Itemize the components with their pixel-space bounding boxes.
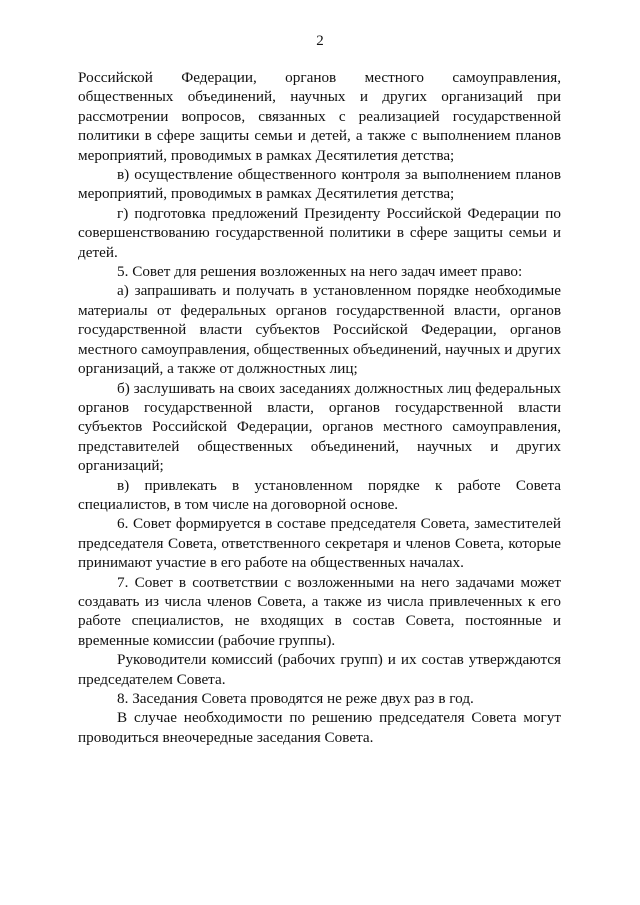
paragraph-commission-heads: Руководители комиссий (рабочих групп) и их состав утверждаются председателем Совета.: [78, 651, 561, 688]
paragraph-item-v-involve-specialists: в) привлекать в установленном порядке к работе Совета специалистов, в том числе на договорной основе.: [78, 476, 561, 513]
paragraph-item-b-hear-officials: б) заслушивать на своих заседаниях должностных лиц федеральных органов государственной власти, органов государственной власти субъектов Российской Федерации, органов местного самоуправления, представителей общественных объединений, научных и других организаций;: [78, 379, 561, 475]
paragraph-clause-8: 8. Заседания Совета проводятся не реже двух раз в год.: [117, 690, 474, 707]
paragraph-clause-7: 7. Совет в соответствии с возложенными на него задачами может создавать из числа членов Совета, а также из числа привлеченных к его работе специалистов, не входящих в состав Совета, постоянные и временные комиссии (рабочие группы).: [78, 573, 561, 649]
page-number: 2: [316, 33, 324, 49]
paragraph-clause-5: 5. Совет для решения возложенных на него задач имеет право:: [117, 263, 523, 281]
paragraph-extraordinary-meetings: В случае необходимости по решению председателя Совета могут проводиться внеочередные заседания Совета.: [78, 709, 561, 746]
paragraph-item-a-request-materials: а) запрашивать и получать в установленном порядке необходимые материалы от федеральных органов государственной власти, органов государственной власти субъектов Российской Федерации, органов местного самоуправления, общественных объединений, научных и других организаций, а также от должностных лиц;: [78, 282, 561, 378]
paragraph-clause-6: 6. Совет формируется в составе председателя Совета, заместителей председателя Совета, ответственного секретаря и членов Совета, которые принимают участие в его работе на общественных началах.: [78, 515, 561, 572]
paragraph-continuation: Российской Федерации, органов местного самоуправления, общественных объединений, научных и других организаций при рассмотрении вопросов, связанных с реализацией государственной политики в сфере защиты семьи и детей, а также с выполнением планов мероприятий, проводимых в рамках Десятилетия детства;: [78, 69, 561, 164]
paragraph-item-v-public-control: в) осуществление общественного контроля за выполнением планов мероприятий, проводимых в рамках Десятилетия детства;: [78, 166, 561, 203]
document-body: [78, 68, 561, 747]
paragraph-item-g-proposals: г) подготовка предложений Президенту Российской Федерации по совершенствованию государственной политики в сфере защиты семьи и детей.: [78, 204, 561, 261]
